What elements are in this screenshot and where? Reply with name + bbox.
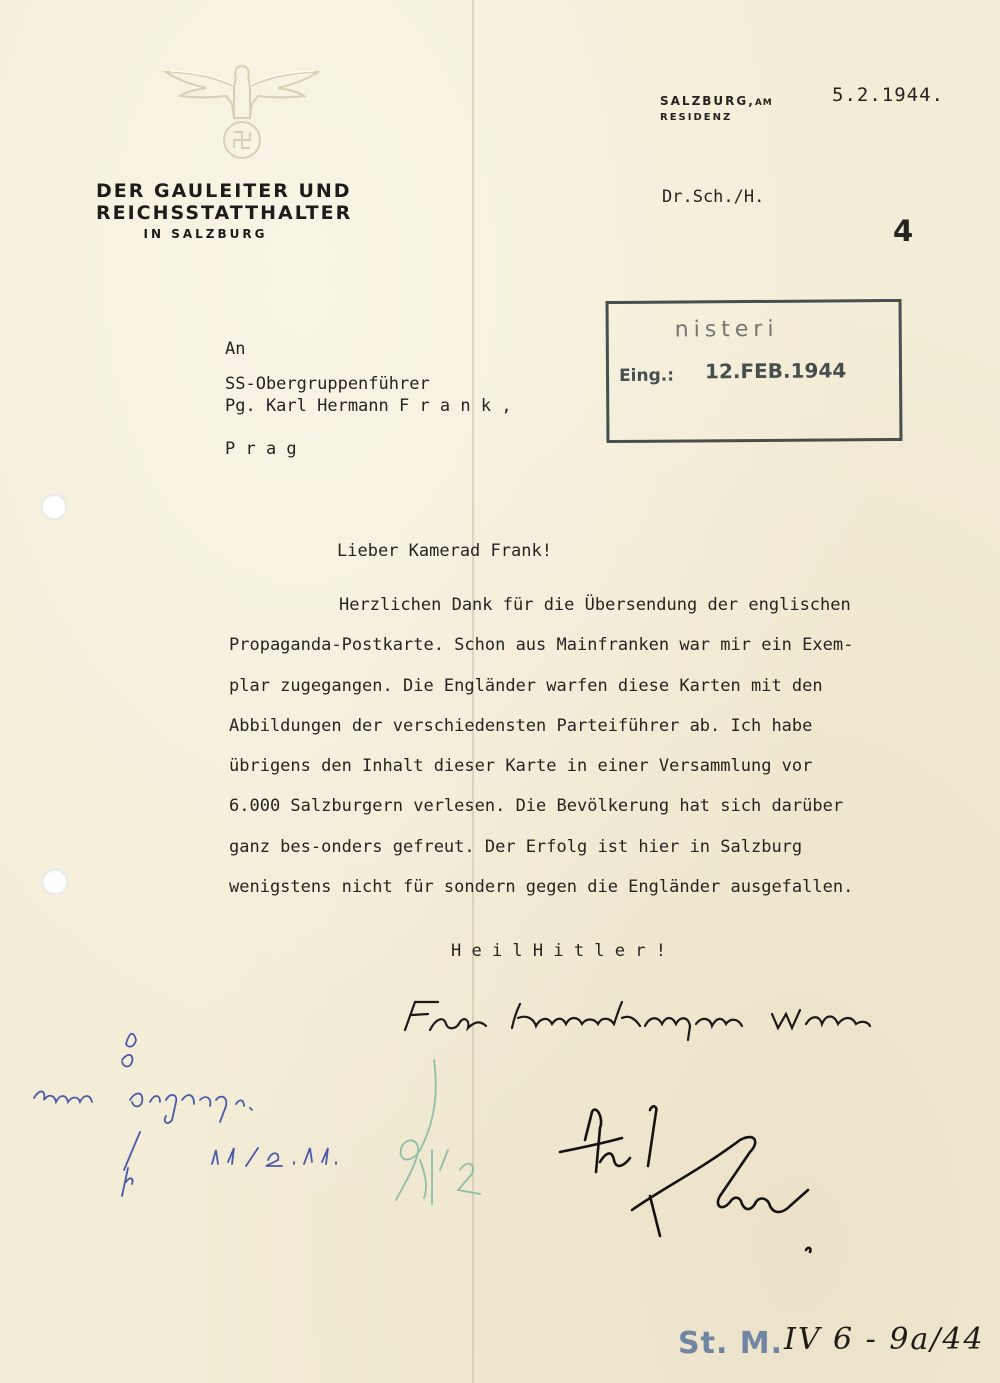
green-pencil-notes [396, 1060, 480, 1204]
body-line: übrigens den Inhalt dieser Karte in einer Versammlung vor [229, 756, 813, 777]
reference-code: Dr.Sch./H. [662, 187, 765, 207]
filing-stamp-prefix: St. M. [678, 1326, 784, 1361]
body-line: plar zugegangen. Die Engländer warfen diese Karten mit den [229, 675, 823, 696]
recipient-city: P r a g [225, 439, 297, 459]
stamp-top-text: nisteri [674, 316, 779, 343]
letter-date: 5.2.1944. [832, 84, 944, 106]
salutation: Lieber Kamerad Frank! [337, 541, 552, 561]
page-number: 4 [893, 214, 914, 248]
body-line: Abbildungen der verschiedensten Parteiführer ab. Ich habe [229, 715, 813, 736]
letterhead-line-3: IN SALZBURG [143, 227, 268, 241]
stamp-date: 12.FEB.1944 [704, 358, 847, 384]
letterhead-line-1: DER GAULEITER UND [96, 180, 352, 202]
recipient-name: Pg. Karl Hermann F r a n k , [225, 396, 512, 416]
body-line: wenigstens nicht für sondern gegen die Engländer ausgefallen. [229, 877, 854, 898]
filing-stamp-number: IV 6 - 9a/44 [784, 1322, 985, 1357]
place-residence: RESIDENZ [660, 112, 733, 123]
recipient-rank: SS-Obergruppenführer [225, 374, 430, 394]
place-city: SALZBURG, [660, 94, 755, 108]
place-am: AM [754, 98, 773, 108]
body-line: 6.000 Salzburgern verlesen. Die Bevölkerung hat sich darüber [229, 796, 844, 817]
blue-pencil-notes [34, 1034, 336, 1196]
handwritten-greeting [405, 1002, 870, 1040]
body-line: Propaganda-Postkarte. Schon aus Mainfranken war mir ein Exem- [229, 635, 854, 656]
closing-salute: H e i l H i t l e r ! [451, 941, 666, 961]
body-line: Herzlichen Dank für die Übersendung der englischen [339, 595, 851, 615]
letterhead-line-2: REICHSSTATTHALTER [96, 202, 353, 224]
body-line: ganz bes-onders gefreut. Der Erfolg ist hier in Salzburg [229, 836, 803, 857]
address-an: An [225, 339, 246, 359]
stamp-label: Eing.: [618, 365, 675, 386]
handwritten-signature [560, 1106, 811, 1252]
